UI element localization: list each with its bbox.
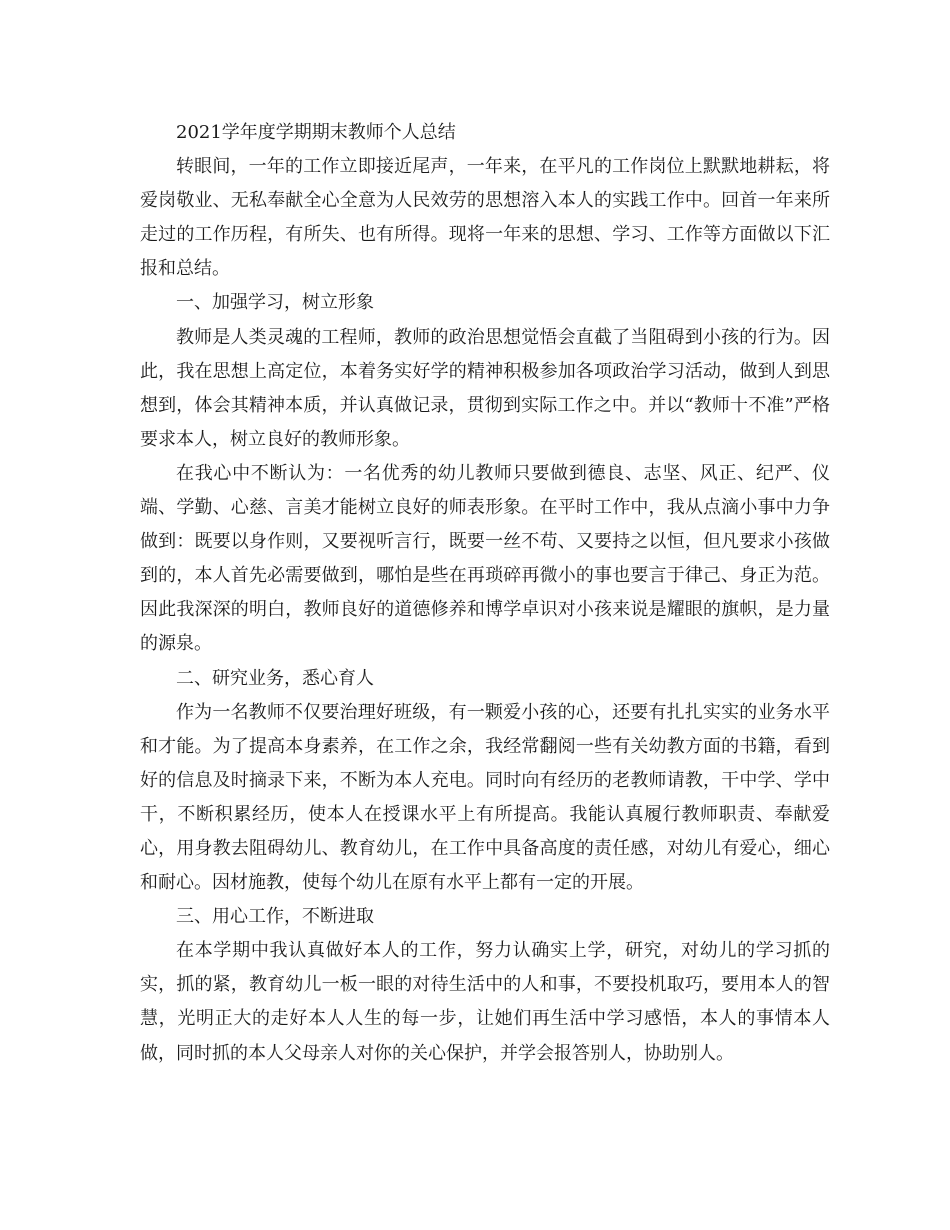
paragraph-section-1: 教师是人类灵魂的工程师，教师的政治思想觉悟会直截了当阻碍到小孩的行为。因此，我在思想上高定位，本着务实好学的精神积极参加各项政治学习活动，做到人到思想到，体会其精神本质，并认真做记录，贯彻到实际工作之中。并以“教师十不准”严格要求本人，树立良好的教师形象。 xyxy=(140,326,830,450)
paragraph-section-1-cont: 在我心中不断认为：一名优秀的幼儿教师只要做到德良、志坚、风正、纪严、仪端、学勤、心慈、言美才能树立良好的师表形象。在平时工作中，我从点滴小事中力争做到：既要以身作则，又要视听言行，既要一丝不苟、又要持之以恒，但凡要求小孩做到的，本人首先必需要做到，哪怕是些在再琐碎再微小的事也要言于律己、身正为范。因此我深深的明白，教师良好的道德修养和博学卓识对小孩来说是耀眼的旗帜，是力量的源泉。 xyxy=(140,462,830,655)
document-body xyxy=(140,116,830,1071)
paragraph-intro: 转眼间，一年的工作立即接近尾声，一年来，在平凡的工作岗位上默默地耕耘，将爱岗敬业、无私奉献全心全意为人民效劳的思想溶入本人的实践工作中。回首一年来所走过的工作历程，有所失、也有所得。现将一年来的思想、学习、工作等方面做以下汇报和总结。 xyxy=(140,156,830,280)
section-heading-1: 一、加强学习，树立形象 xyxy=(176,292,374,314)
section-heading-3: 三、用心工作，不断进取 xyxy=(176,906,374,928)
document-title: 2021学年度学期期末教师个人总结 xyxy=(176,122,456,143)
section-heading-2: 二、研究业务，悉心育人 xyxy=(176,667,374,689)
paragraph-section-2: 作为一名教师不仅要治理好班级，有一颗爱小孩的心，还要有扎扎实实的业务水平和才能。为了提高本身素养，在工作之余，我经常翻阅一些有关幼教方面的书籍，看到好的信息及时摘录下来，不断为本人充电。同时向有经历的老教师请教，干中学、学中干，不断积累经历，使本人在授课水平上有所提高。我能认真履行教师职责、奉献爱心，用身教去阻碍幼儿、教育幼儿，在工作中具备高度的责任感，对幼儿有爱心，细心和耐心。因材施教，使每个幼儿在原有水平上都有一定的开展。 xyxy=(140,701,830,894)
paragraph-section-3: 在本学期中我认真做好本人的工作，努力认确实上学，研究，对幼儿的学习抓的实，抓的紧，教育幼儿一板一眼的对待生活中的人和事，不要投机取巧，要用本人的智慧，光明正大的走好本人人生的每一步，让她们再生活中学习感悟，本人的事情本人做，同时抓的本人父母亲人对你的关心保护，并学会报答别人，协助别人。 xyxy=(140,940,830,1064)
